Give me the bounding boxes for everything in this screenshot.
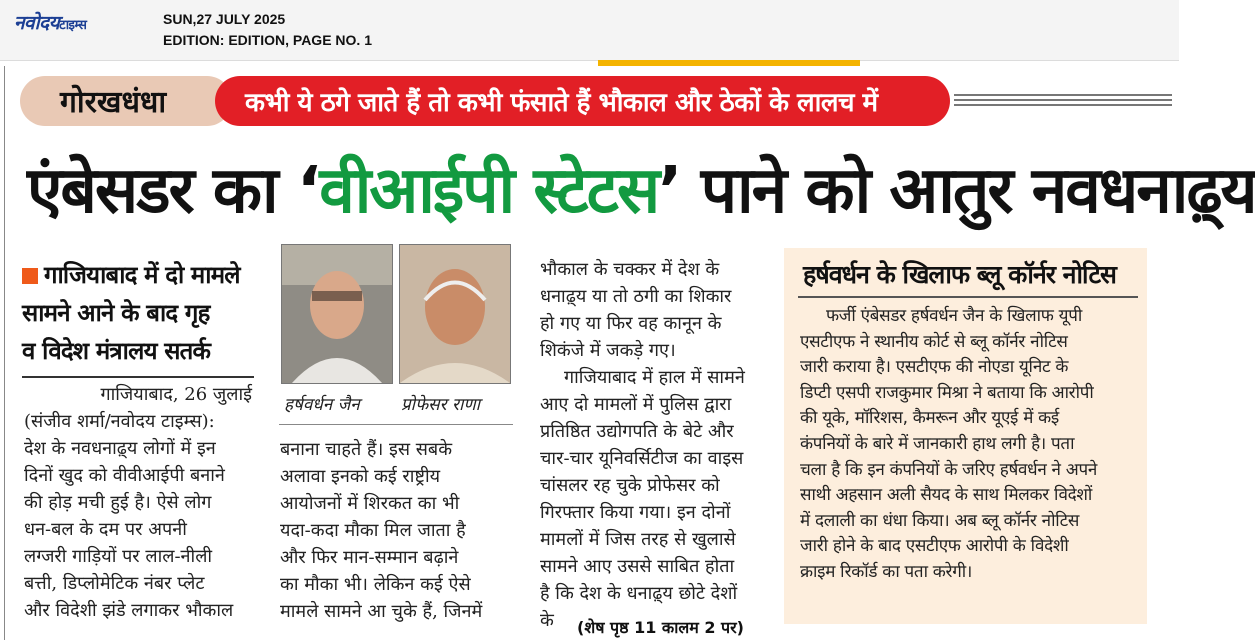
photo-caption-harshvardhan: हर्षवर्धन जैन xyxy=(284,395,360,415)
column-line: यदा-कदा मौका मिल जाता है xyxy=(280,520,466,541)
column-line: शिकंजे में जकड़े गए। xyxy=(540,340,676,361)
newspaper-logo[interactable] xyxy=(14,9,86,35)
column-line: मामलों में जिस तरह से खुलासे xyxy=(540,529,736,550)
sidebar-line: जारी कराया है। एसटीएफ की नोएडा यूनिट के xyxy=(800,357,1069,378)
portrait-icon xyxy=(282,245,392,383)
column-line: गिरफ्तार किया गया। इन दोनों xyxy=(540,502,731,523)
decorative-rules xyxy=(954,94,1172,108)
photo-harshvardhan xyxy=(281,244,393,384)
logo-sub: टाइम्स xyxy=(59,18,87,33)
column-line: बनाना चाहते हैं। इस सबके xyxy=(280,439,453,460)
caption-rule xyxy=(279,424,513,425)
column-line: अलावा इनको कई राष्ट्रीय xyxy=(280,466,441,487)
viewer-toolbar xyxy=(0,0,1179,61)
sidebar-line: फर्जी एंबेसडर हर्षवर्धन जैन के खिलाफ यूपी xyxy=(826,306,1082,326)
sidebar-line: की यूके, मॉरिशस, कैमरून और यूएई में कई xyxy=(800,408,1059,429)
sidebar-rule xyxy=(798,296,1138,298)
column-line: (संजीव शर्मा/नवोदय टाइम्स): xyxy=(24,411,215,432)
column-line: देश के नवधनाढ़्य लोगों में इन xyxy=(24,438,216,459)
column-line: धन-बल के दम पर अपनी xyxy=(24,519,187,540)
subhead-rule xyxy=(22,376,254,378)
column-line: की होड़ मची हुई है। ऐसे लोग xyxy=(24,492,212,513)
column-line: चार-चार यूनिवर्सिटीज का वाइस xyxy=(540,448,744,469)
dateline: गाजियाबाद, 26 जुलाई xyxy=(100,384,252,405)
sidebar-line: एसटीएफ ने स्थानीय कोर्ट से ब्लू कॉर्नर नोटिस xyxy=(800,331,1068,352)
subhead-line: गाजियाबाद में दो मामले xyxy=(22,256,240,294)
column-1 xyxy=(24,381,252,624)
column-line: चांसलर रह चुके प्रोफेसर को xyxy=(540,475,720,496)
column-line: मामले सामने आ चुके हैं, जिनमें xyxy=(280,601,483,622)
column-line: बत्ती, डिप्लोमेटिक नंबर प्लेट xyxy=(24,573,205,594)
column-line: दिनों खुद को वीवीआईपी बनाने xyxy=(24,465,225,486)
subhead-line: सामने आने के बाद गृह xyxy=(22,299,210,327)
column-line: का मौका भी। लेकिन कई ऐसे xyxy=(280,574,471,595)
sidebar-line: साथी अहसान अली सैयद के साथ मिलकर विदेशों xyxy=(800,485,1092,506)
column-line: और विदेशी झंडे लगाकर भौकाल xyxy=(24,600,234,621)
subhead-line: व विदेश मंत्रालय सतर्क xyxy=(22,337,211,365)
edition-page: EDITION: EDITION, PAGE NO. 1 xyxy=(163,32,372,48)
column-2 xyxy=(280,436,482,625)
sidebar-line: जारी होने के बाद एसटीएफ आरोपी के विदेशी xyxy=(800,536,1069,557)
edition-date: SUN,27 JULY 2025 xyxy=(163,11,286,27)
headline-part-c: ’ पाने को आतुर नवधनाढ़्य xyxy=(658,154,1255,228)
main-headline xyxy=(27,146,1255,236)
column-line: है कि देश के धनाढ़्य छोटे देशों xyxy=(540,583,738,604)
sidebar-line: क्राइम रिकॉर्ड का पता करेगी। xyxy=(800,561,973,582)
photo-professor-rana xyxy=(399,244,511,384)
sidebar-line: कंपनियों के बारे में जानकारी हाथ लगी है। पता xyxy=(800,433,1075,454)
photo-caption-rana: प्रोफेसर राणा xyxy=(401,395,481,415)
column-line: भौकाल के चक्कर में देश के xyxy=(540,259,720,280)
column-line: आयोजनों में शिरकत का भी xyxy=(280,493,460,514)
sidebar-title: हर्षवर्धन के खिलाफ ब्लू कॉर्नर नोटिस xyxy=(803,260,1116,289)
sidebar-line: में दलाली का धंधा किया। अब ब्लू कॉर्नर नोटिस xyxy=(800,510,1080,531)
strap-line: कभी ये ठगे जाते हैं तो कभी फंसाते हैं भौकाल और ठेकों के लालच में xyxy=(245,88,878,118)
edition-meta xyxy=(163,9,372,51)
column-line: प्रतिष्ठित उद्योगपति के बेटे और xyxy=(540,421,734,442)
sub-headline xyxy=(22,256,240,370)
headline-part-a: एंबेसडर का ‘ xyxy=(27,154,320,228)
column-line: हो गए या फिर वह कानून के xyxy=(540,313,722,334)
column-line: सामने आए उससे साबित होता xyxy=(540,556,735,577)
column-line: और फिर मान-सम्मान बढ़ाने xyxy=(280,547,459,568)
headline-highlight: वीआईपी स्टेटस xyxy=(319,154,659,228)
column-line: के xyxy=(540,610,554,631)
sidebar-line: डिप्टी एसपी राजकुमार मिश्रा ने बताया कि आरोपी xyxy=(800,382,1094,403)
sidebar-body xyxy=(800,304,1097,586)
logo-main: नवोदय xyxy=(14,12,60,34)
kicker-label: गोरखधंधा xyxy=(60,85,167,120)
sidebar-line: चला है कि इन कंपनियों के जरिए हर्षवर्धन ने अपने xyxy=(800,459,1097,480)
continued-note[interactable]: (शेष पृष्ठ 11 कालम 2 पर) xyxy=(577,618,744,637)
column-3 xyxy=(540,256,745,634)
column-line: गाजियाबाद में हाल में सामने xyxy=(564,367,745,388)
column-line: आए दो मामलों में पुलिस द्वारा xyxy=(540,394,732,415)
column-line: लग्जरी गाड़ियों पर लाल-नीली xyxy=(24,546,213,567)
portrait-icon xyxy=(400,245,510,383)
column-line: धनाढ़्य या तो ठगी का शिकार xyxy=(540,286,732,307)
bullet-square-icon xyxy=(22,268,38,284)
